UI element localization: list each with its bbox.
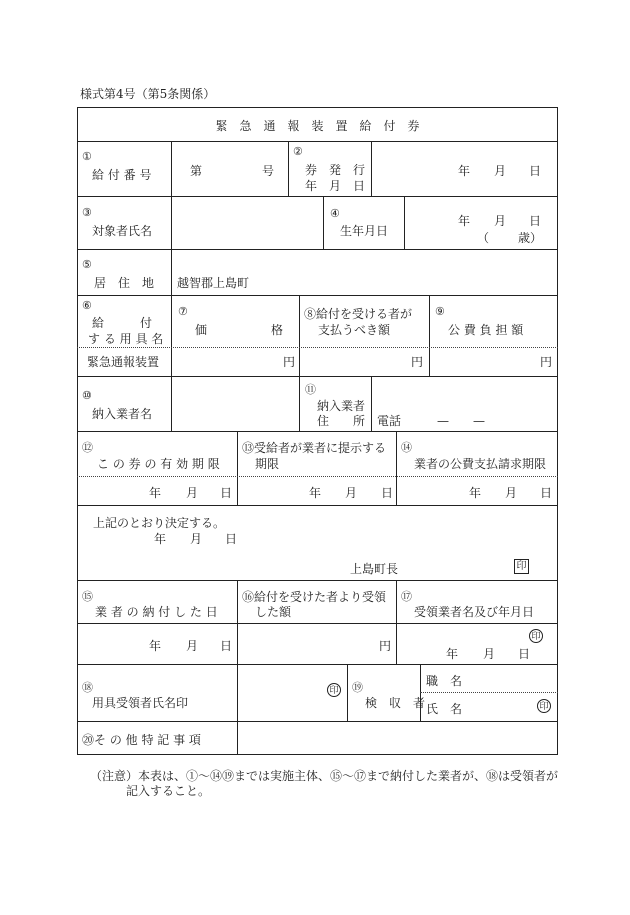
divider	[77, 249, 558, 250]
label-copay-1: ⑧給付を受ける者が	[304, 307, 413, 321]
note-label: （注意）	[90, 769, 139, 783]
field-number-3: ③	[82, 206, 92, 219]
divider	[237, 580, 238, 664]
field-number-5: ⑤	[82, 258, 92, 271]
label-issue-date-2: 年 月 日	[305, 179, 366, 193]
label-price-2: 格	[271, 323, 284, 337]
divider	[77, 505, 558, 506]
field-number-19: ⑲	[352, 681, 363, 694]
label-recipient-name: 対象者氏名	[92, 224, 153, 238]
divider	[77, 664, 558, 665]
field-number-2: ②	[293, 145, 303, 158]
divider	[396, 580, 397, 664]
label-receiving-supplier: 受領業者名及び年月日	[414, 605, 535, 619]
label-item-1: 給 付	[92, 316, 153, 330]
validity-month: 月	[186, 486, 199, 500]
receipt-year: 年	[446, 647, 459, 661]
supplier-seal: 印	[529, 629, 543, 643]
dotted-divider	[77, 476, 558, 477]
present-month: 月	[345, 486, 358, 500]
recipient-seal: 印	[327, 683, 341, 697]
label-delivery-date: 業 者 の 納 付 し た 日	[95, 605, 218, 619]
mayor-seal: 印	[514, 559, 529, 574]
delivery-year: 年	[149, 639, 162, 653]
label-phone: 電話	[377, 414, 402, 428]
divider	[429, 295, 430, 376]
dotted-divider	[77, 347, 558, 348]
divider	[371, 141, 372, 196]
validity-day: 日	[220, 486, 233, 500]
present-day: 日	[381, 486, 394, 500]
delivery-day: 日	[220, 639, 233, 653]
phone-dashes: — —	[437, 414, 486, 428]
divider	[77, 196, 558, 197]
divider	[171, 196, 172, 249]
label-recipient-seal: 用具受領者氏名印	[92, 696, 189, 710]
label-inspector-name: 氏 名	[426, 702, 463, 716]
field-number-11: ⑪	[305, 383, 316, 396]
claim-month: 月	[505, 486, 518, 500]
label-dai: 第	[190, 164, 203, 178]
divider	[77, 580, 558, 581]
received-yen: 円	[379, 639, 392, 653]
present-year: 年	[309, 486, 322, 500]
divider	[347, 664, 348, 721]
birth-year: 年	[458, 214, 471, 228]
label-supplier-address-1: 納入業者	[317, 399, 366, 413]
divider	[171, 295, 172, 376]
field-number-14: ⑭	[401, 441, 412, 454]
divider	[323, 196, 324, 249]
issue-month: 月	[494, 164, 507, 178]
label-public-share: 公 費 負 担 額	[448, 323, 524, 337]
field-number-17: ⑰	[401, 590, 412, 603]
label-present-deadline-2: 期限	[255, 457, 280, 471]
label-price-1: 価	[195, 323, 208, 337]
field-number-7: ⑦	[178, 305, 188, 318]
divider	[299, 295, 300, 376]
decision-day: 日	[225, 532, 238, 546]
label-supplier-name: 納入業者名	[92, 407, 153, 421]
field-number-9: ⑨	[435, 305, 445, 318]
receipt-day: 日	[518, 647, 531, 661]
copay-yen: 円	[411, 355, 424, 369]
inspector-seal: 印	[537, 699, 551, 713]
form-title: 緊 急 通 報 装 置 給 付 券	[215, 119, 420, 133]
label-inspector: 検 収 者	[365, 696, 426, 710]
label-received-amount-2: した額	[255, 605, 292, 619]
age-open: （	[477, 231, 490, 245]
label-supplier-address-2: 住 所	[317, 414, 366, 428]
issue-day: 日	[529, 164, 542, 178]
divider	[237, 431, 238, 505]
label-benefit-number: 給 付 番 号	[92, 168, 152, 182]
note-line-2: 記入すること。	[126, 784, 211, 798]
issue-year: 年	[458, 164, 471, 178]
label-residence: 居 住 地	[94, 276, 155, 290]
field-number-4: ④	[330, 207, 340, 220]
divider	[171, 141, 172, 196]
label-present-deadline-1: ⑬受給者が業者に提示する	[242, 441, 387, 455]
residence-value: 越智郡上島町	[177, 276, 250, 290]
age-close: 歳）	[518, 231, 543, 245]
mayor-label: 上島町長	[350, 562, 399, 576]
divider	[77, 141, 558, 142]
field-number-12: ⑫	[82, 441, 93, 454]
divider	[237, 721, 238, 755]
decision-text: 上記のとおり決定する。	[93, 516, 226, 530]
field-number-6: ⑥	[82, 299, 92, 312]
label-received-amount-1: ⑯給付を受けた者より受領	[242, 590, 387, 604]
divider	[171, 249, 172, 295]
divider	[371, 376, 372, 431]
divider	[396, 431, 397, 505]
divider	[171, 376, 172, 431]
birth-day: 日	[529, 214, 542, 228]
note-line-1: 本表は、①〜⑭⑲までは実施主体、⑮〜⑰まで納付した業者が、⑱は受領者が	[138, 769, 559, 783]
field-number-18: ⑱	[82, 681, 93, 694]
label-validity: こ の 券 の 有 効 期 限	[97, 457, 220, 471]
decision-year: 年	[154, 532, 167, 546]
divider	[77, 376, 558, 377]
validity-year: 年	[149, 486, 162, 500]
field-number-10: ⑩	[82, 389, 92, 402]
divider	[237, 664, 238, 721]
divider	[77, 623, 558, 624]
birth-month: 月	[494, 214, 507, 228]
receipt-month: 月	[483, 647, 496, 661]
price-yen: 円	[283, 355, 296, 369]
divider	[299, 376, 300, 431]
label-copay-2: 支払うべき額	[318, 323, 391, 337]
label-job-title: 職 名	[426, 674, 463, 688]
label-issue-date-1: 券 発 行	[305, 163, 366, 177]
field-number-15: ⑮	[82, 590, 93, 603]
item-name-value: 緊急通報装置	[87, 355, 160, 369]
form-number: 様式第4号（第5条関係）	[80, 87, 216, 101]
label-remarks: ⑳そ の 他 特 記 事 項	[82, 733, 201, 747]
divider	[77, 295, 558, 296]
label-go: 号	[262, 164, 275, 178]
label-birthdate: 生年月日	[340, 224, 389, 238]
divider	[288, 141, 289, 196]
field-number-1: ①	[82, 150, 92, 163]
claim-day: 日	[540, 486, 553, 500]
dotted-divider	[420, 692, 558, 693]
public-share-yen: 円	[540, 355, 553, 369]
delivery-month: 月	[186, 639, 199, 653]
divider	[77, 721, 558, 722]
decision-month: 月	[190, 532, 203, 546]
claim-year: 年	[469, 486, 482, 500]
label-claim-deadline: 業者の公費支払請求期限	[414, 457, 547, 471]
label-item-2: す る 用 具 名	[88, 332, 164, 346]
divider	[404, 196, 405, 249]
divider	[77, 431, 558, 432]
